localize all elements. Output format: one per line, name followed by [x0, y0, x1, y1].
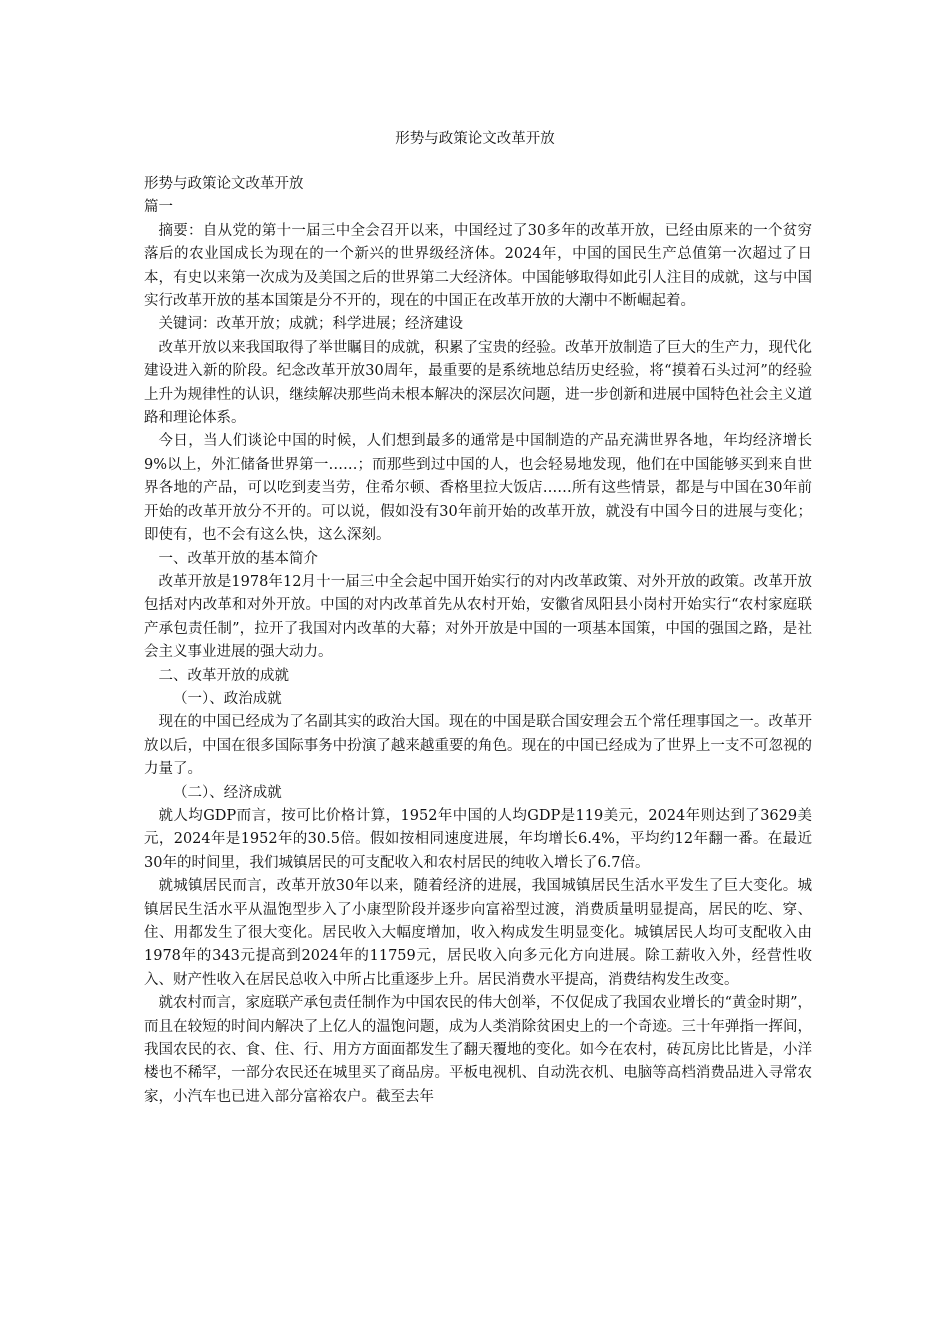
document-body: [144, 173, 812, 1109]
paragraph: 形势与政策论文改革开放: [144, 176, 304, 192]
paragraph: （一）、政治成就: [173, 690, 282, 707]
paragraph: 就城镇居民而言，改革开放30年以来，随着经济的进展，我国城镇居民生活水平发生了巨大变化。城镇居民生活水平从温饱型步入了小康型阶段并逐步向富裕型过渡，消费质量明显提高，居民的吃、穿、住、用都发生了很大变化。居民收入大幅度增加，收入构成发生明显变化。城镇居民人均可支配收入由1978年的343元提高到2024年的11759元，居民收入向多元化方向进展。除工薪收入外，经营性收入、财产性收入在居民总收入中所占比重逐步上升。居民消费水平提高，消费结构发生改变。: [144, 878, 812, 988]
paragraph: 二、改革开放的成就: [158, 667, 289, 684]
paragraph: 今日，当人们谈论中国的时候，人们想到最多的通常是中国制造的产品充满世界各地，年均经济增长9%以上，外汇储备世界第一……；而那些到过中国的人，也会轻易地发现，他们在中国能够买到来自世界各地的产品，可以吃到麦当劳，住希尔顿、香格里拉大饭店……所有这些情景，都是与中国在30年前开始的改革开放分不开的。可以说，假如没有30年前开始的改革开放，就没有中国今日的进展与变化；即使有，也不会有这么快，这么深刻。: [144, 433, 812, 544]
paragraph: 摘要：自从党的第十一届三中全会召开以来，中国经过了30多年的改革开放，已经由原来的一个贫穷落后的农业国成长为现在的一个新兴的世界级经济体。2024年，中国的国民生产总值第一次超过了日本，有史以来第一次成为及美国之后的世界第二大经济体。中国能够取得如此引人注目的成就，这与中国实行改革开放的基本国策是分不开的，现在的中国正在改革开放的大潮中不断崛起着。: [144, 222, 812, 310]
paragraph: 就农村而言，家庭联产承包责任制作为中国农民的伟大创举，不仅促成了我国农业增长的“黄金时期”，而且在较短的时间内解决了上亿人的温饱问题，成为人类消除贫困史上的一个奇迹。三十年弹指一挥间，我国农民的衣、食、住、行、用方方面面都发生了翻天覆地的变化。如今在农村，砖瓦房比比皆是，小洋楼也不稀罕，一部分农民还在城里买了商品房。平板电视机、自动洗衣机、电脑等高档消费品进入寻常农家，小汽车也已进入部分富裕农户。截至去年: [144, 995, 812, 1105]
paragraph: 一、改革开放的基本简介: [158, 550, 318, 567]
paragraph: 现在的中国已经成为了名副其实的政治大国。现在的中国是联合国安理会五个常任理事国之一。改革开放以后，中国在很多国际事务中扮演了越来越重要的角色。现在的中国已经成为了世界上一支不可忽视的力量了。: [144, 714, 812, 778]
paragraph: 篇一: [144, 199, 173, 216]
paragraph: 改革开放以来我国取得了举世瞩目的成就，积累了宝贵的经验。改革开放制造了巨大的生产力，现代化建设进入新的阶段。纪念改革开放30周年，最重要的是系统地总结历史经验，将“摸着石头过河”的经验上升为规律性的认识，继续解决那些尚未根本解决的深层次问题，进一步创新和进展中国特色社会主义道路和理论体系。: [144, 339, 812, 427]
paragraph: （二）、经济成就: [173, 784, 282, 801]
paragraph: 改革开放是1978年12月十一届三中全会起中国开始实行的对内改革政策、对外开放的政策。改革开放包括对内改革和对外开放。中国的对内改革首先从农村开始，安徽省凤阳县小岗村开始实行“农村家庭联产承包责任制”，拉开了我国对内改革的大幕；对外开放是中国的一项基本国策，中国的强国之路，是社会主义事业进展的强大动力。: [144, 573, 812, 661]
document-title: 形势与政策论文改革开放: [395, 131, 555, 147]
paragraph: 关键词：改革开放；成就；科学进展；经济建设: [158, 316, 463, 333]
paragraph: 就人均GDP而言，按可比价格计算，1952年中国的人均GDP是119美元，2024年则达到了3629美元，2024年是1952年的30.5倍。假如按相同速度进展，年均增长6.4%，平均约12年翻一番。在最近30年的时间里，我们城镇居民的可支配收入和农村居民的纯收入增长了6.7倍。: [144, 807, 812, 871]
